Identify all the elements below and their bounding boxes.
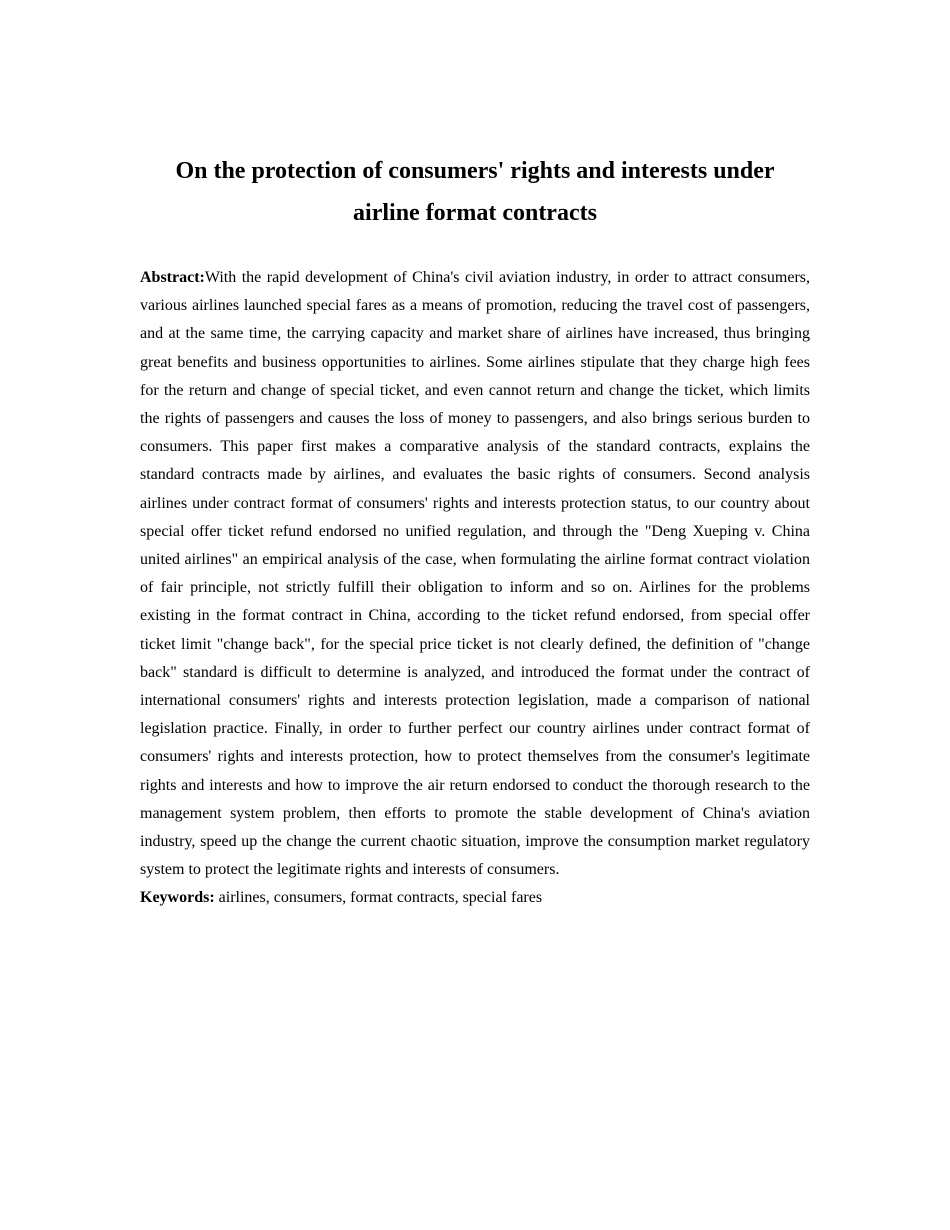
abstract-text: With the rapid development of China's civil aviation industry, in order to attract consumers, various airlines launched special fares as a means of promotion, reducing the travel cost of passengers, and at the same time, the carrying capacity and market share of airlines have increased, thus bringing great benefits and business opportunities to airlines. Some airlines stipulate that they charge high fees for the return and change of special ticket, and even cannot return and change the ticket, which limits the rights of passengers and causes the loss of money to passengers, and also brings serious burden to consumers. This paper first makes a comparative analysis of the standard contracts, explains the standard contracts made by airlines, and evaluates the basic rights of consumers. Second analysis airlines under contract format of consumers' rights and interests protection status, to our country about special offer ticket refund endorsed no unified regulation, and through the "Deng Xueping v. China united airlines" an empirical analysis of the case, when formulating the airline format contract violation of fair principle, not strictly fulfill their obligation to inform and so on. Airlines for the problems existing in the format contract in China, according to the ticket refund endorsed, from special offer ticket limit "change back", for the special price ticket is not clearly defined, the definition of "change back" standard is difficult to determine is analyzed, and introduced the format under the contract of international consumers' rights and interests protection legislation, made a comparison of national legislation practice. Finally, in order to further perfect our country airlines under contract format of consumers' rights and interests protection, how to protect themselves from the consumer's legitimate rights and interests and how to improve the air return endorsed to conduct the thorough research to the management system problem, then efforts to promote the stable development of China's aviation industry, speed up the change the current chaotic situation, improve the consumption market regulatory system to protect the legitimate rights and interests of consumers.: [140, 269, 810, 879]
paper-title: On the protection of consumers' rights and interests under airline format contracts: [175, 158, 775, 226]
keywords-label: Keywords:: [140, 889, 215, 906]
abstract-paragraph: [140, 264, 810, 884]
abstract-label: Abstract:: [140, 269, 205, 286]
keywords-text: airlines, consumers, format contracts, special fares: [214, 889, 543, 906]
keywords-paragraph: [140, 884, 810, 912]
